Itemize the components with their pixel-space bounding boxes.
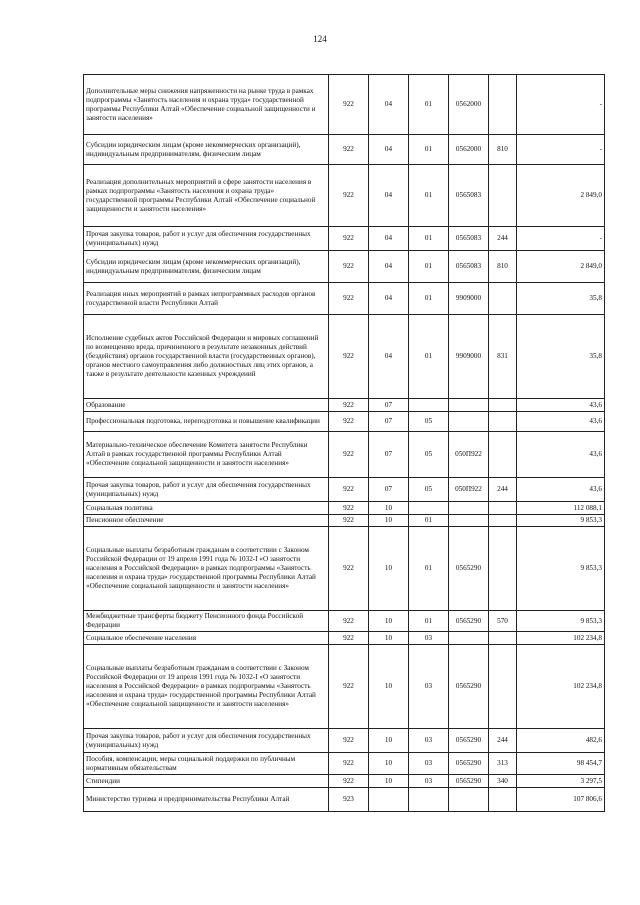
row-amount: 107 806,6 — [517, 788, 605, 812]
row-name: Прочая закупка товаров, работ и услуг для обеспечения государственных (муниципальных) нужд — [84, 478, 329, 502]
row-amount: - — [517, 75, 605, 135]
row-admin-code: 922 — [329, 135, 369, 165]
row-name: Субсидии юридическим лицам (кроме некоммерческих организаций), индивидуальным предпринимателям, физическим лицам — [84, 251, 329, 283]
row-subsection-code: 03 — [409, 632, 449, 645]
row-admin-code: 922 — [329, 283, 369, 315]
row-section-code: 04 — [369, 165, 409, 227]
row-expense-type-code: 340 — [489, 775, 517, 788]
row-target-code: 0565290 — [449, 645, 489, 729]
row-name: Социальные выплаты безработным гражданам в соответствии с Законом Российской Федерации от 19 апреля 1991 года № 1032-I «О занятости населения в Российской Федерации» в рамках подпрограммы «Занятость населения и охрана труда» государственной программы Республики Алтай «Обеспечение социальной защищенности и занятости населения» — [84, 645, 329, 729]
row-amount: 35,8 — [517, 283, 605, 315]
table-row — [84, 432, 605, 478]
table-row — [84, 632, 605, 645]
row-name: Образование — [84, 399, 329, 412]
row-subsection-code: 01 — [409, 527, 449, 611]
row-expense-type-code: 810 — [489, 251, 517, 283]
row-section-code: 04 — [369, 227, 409, 251]
row-name: Реализация дополнительных мероприятий в сфере занятости населения в рамках подпрограммы «Занятость населения и охрана труда» государственной программы Республики Алтай «Обеспечение социальной защищенности и занятости населения» — [84, 165, 329, 227]
row-target-code: 0562000 — [449, 75, 489, 135]
row-name: Пособия, компенсации, меры социальной поддержки по публичным нормативным обязательствам — [84, 753, 329, 775]
row-admin-code: 922 — [329, 432, 369, 478]
row-subsection-code — [409, 502, 449, 515]
row-admin-code: 922 — [329, 611, 369, 632]
row-section-code: 10 — [369, 515, 409, 527]
row-amount: 112 088,1 — [517, 502, 605, 515]
row-section-code: 10 — [369, 753, 409, 775]
row-name: Социальная политика — [84, 502, 329, 515]
table-row — [84, 502, 605, 515]
table-row — [84, 753, 605, 775]
row-subsection-code: 01 — [409, 611, 449, 632]
row-expense-type-code — [489, 412, 517, 432]
row-section-code: 10 — [369, 611, 409, 632]
row-admin-code: 922 — [329, 75, 369, 135]
row-admin-code: 922 — [329, 729, 369, 753]
row-amount: - — [517, 227, 605, 251]
row-admin-code: 922 — [329, 645, 369, 729]
row-name: Субсидии юридическим лицам (кроме некоммерческих организаций), индивидуальным предпринимателям, физическим лицам — [84, 135, 329, 165]
row-expense-type-code: 810 — [489, 135, 517, 165]
table-row — [84, 478, 605, 502]
row-expense-type-code — [489, 283, 517, 315]
row-amount: 43,6 — [517, 478, 605, 502]
row-expense-type-code — [489, 645, 517, 729]
row-expense-type-code — [489, 399, 517, 412]
table-row — [84, 227, 605, 251]
row-expense-type-code — [489, 527, 517, 611]
row-admin-code: 922 — [329, 502, 369, 515]
row-expense-type-code: 313 — [489, 753, 517, 775]
row-expense-type-code — [489, 788, 517, 812]
row-subsection-code: 01 — [409, 75, 449, 135]
table-row — [84, 611, 605, 632]
row-section-code: 04 — [369, 315, 409, 399]
row-expense-type-code: 244 — [489, 729, 517, 753]
row-expense-type-code — [489, 515, 517, 527]
table-row — [84, 729, 605, 753]
table-row — [84, 412, 605, 432]
row-name: Пенсионное обеспечение — [84, 515, 329, 527]
row-amount: 102 234,8 — [517, 632, 605, 645]
row-subsection-code: 01 — [409, 283, 449, 315]
row-amount: 35,8 — [517, 315, 605, 399]
row-subsection-code: 05 — [409, 412, 449, 432]
budget-table-body — [84, 75, 605, 812]
table-row — [84, 315, 605, 399]
row-name: Исполнение судебных актов Российской Федерации и мировых соглашений по возмещению вреда, причиненного в результате незаконных действий (бездействия) органов государственной власти (государственных органов), органов местного самоуправления либо должностных лиц этих органов, а также в результате деятельности казенных учреждений — [84, 315, 329, 399]
table-row — [84, 251, 605, 283]
row-admin-code: 922 — [329, 632, 369, 645]
row-expense-type-code: 570 — [489, 611, 517, 632]
row-admin-code: 922 — [329, 515, 369, 527]
row-amount: 9 853,3 — [517, 527, 605, 611]
row-expense-type-code — [489, 502, 517, 515]
table-row — [84, 775, 605, 788]
row-section-code: 07 — [369, 432, 409, 478]
table-row — [84, 515, 605, 527]
row-name: Дополнительные меры снижения напряженности на рынке труда в рамках подпрограммы «Занятость населения и охрана труда» государственной программы Республики Алтай «Обеспечение социальной защищенности и занятости населения» — [84, 75, 329, 135]
row-name: Межбюджетные трансферты бюджету Пенсионного фонда Российской Федерации — [84, 611, 329, 632]
row-subsection-code: 01 — [409, 165, 449, 227]
row-amount: 98 454,7 — [517, 753, 605, 775]
row-amount: 43,6 — [517, 399, 605, 412]
row-admin-code: 922 — [329, 412, 369, 432]
row-section-code: 10 — [369, 502, 409, 515]
row-target-code: 9909000 — [449, 283, 489, 315]
row-subsection-code: 03 — [409, 753, 449, 775]
row-name: Профессиональная подготовка, переподготовка и повышение квалификации — [84, 412, 329, 432]
row-admin-code: 922 — [329, 478, 369, 502]
row-target-code: 0565290 — [449, 611, 489, 632]
table-row — [84, 283, 605, 315]
row-admin-code: 922 — [329, 227, 369, 251]
row-expense-type-code — [489, 165, 517, 227]
row-section-code: 04 — [369, 135, 409, 165]
table-row — [84, 645, 605, 729]
row-name: Социальное обеспечение населения — [84, 632, 329, 645]
row-target-code: 0562000 — [449, 135, 489, 165]
row-target-code: 0565290 — [449, 527, 489, 611]
table-row — [84, 75, 605, 135]
row-expense-type-code — [489, 632, 517, 645]
row-name: Стипендии — [84, 775, 329, 788]
row-section-code: 10 — [369, 645, 409, 729]
budget-table — [83, 74, 605, 812]
row-subsection-code — [409, 788, 449, 812]
row-target-code — [449, 412, 489, 432]
row-expense-type-code: 831 — [489, 315, 517, 399]
row-target-code: 0565290 — [449, 753, 489, 775]
row-target-code: 9909000 — [449, 315, 489, 399]
row-amount: 43,6 — [517, 432, 605, 478]
row-target-code: 0565083 — [449, 165, 489, 227]
table-row — [84, 135, 605, 165]
row-target-code — [449, 788, 489, 812]
row-subsection-code: 03 — [409, 729, 449, 753]
row-subsection-code: 01 — [409, 251, 449, 283]
row-section-code — [369, 788, 409, 812]
row-expense-type-code — [489, 432, 517, 478]
row-amount: - — [517, 135, 605, 165]
row-subsection-code — [409, 399, 449, 412]
row-target-code: 0565290 — [449, 729, 489, 753]
row-target-code — [449, 399, 489, 412]
row-admin-code: 922 — [329, 399, 369, 412]
row-admin-code: 922 — [329, 315, 369, 399]
row-amount: 2 849,0 — [517, 251, 605, 283]
row-section-code: 04 — [369, 75, 409, 135]
row-section-code: 10 — [369, 775, 409, 788]
row-target-code: 050П922 — [449, 478, 489, 502]
row-name: Прочая закупка товаров, работ и услуг для обеспечения государственных (муниципальных) нужд — [84, 729, 329, 753]
table-row — [84, 399, 605, 412]
row-name: Министерство туризма и предпринимательства Республики Алтай — [84, 788, 329, 812]
row-section-code: 07 — [369, 412, 409, 432]
row-section-code: 04 — [369, 251, 409, 283]
row-admin-code: 922 — [329, 775, 369, 788]
row-subsection-code: 05 — [409, 432, 449, 478]
row-expense-type-code: 244 — [489, 227, 517, 251]
row-section-code: 07 — [369, 399, 409, 412]
row-admin-code: 922 — [329, 527, 369, 611]
table-row — [84, 788, 605, 812]
row-amount: 2 849,0 — [517, 165, 605, 227]
row-target-code: 0565083 — [449, 251, 489, 283]
row-admin-code: 922 — [329, 251, 369, 283]
row-subsection-code: 03 — [409, 775, 449, 788]
row-subsection-code: 05 — [409, 478, 449, 502]
table-row — [84, 165, 605, 227]
row-admin-code: 923 — [329, 788, 369, 812]
row-subsection-code: 01 — [409, 227, 449, 251]
row-admin-code: 922 — [329, 165, 369, 227]
row-subsection-code: 01 — [409, 515, 449, 527]
row-target-code: 0565083 — [449, 227, 489, 251]
row-subsection-code: 03 — [409, 645, 449, 729]
row-target-code — [449, 632, 489, 645]
row-admin-code: 922 — [329, 753, 369, 775]
row-name: Прочая закупка товаров, работ и услуг для обеспечения государственных (муниципальных) нужд — [84, 227, 329, 251]
row-amount: 482,6 — [517, 729, 605, 753]
row-section-code: 10 — [369, 632, 409, 645]
row-amount: 9 853,3 — [517, 515, 605, 527]
row-target-code: 050П922 — [449, 432, 489, 478]
row-target-code — [449, 515, 489, 527]
page-number: 124 — [313, 34, 327, 44]
row-name: Социальные выплаты безработным гражданам в соответствии с Законом Российской Федерации от 19 апреля 1991 года № 1032-I «О занятости населения в Российской Федерации» в рамках подпрограммы «Занятость населения и охрана труда» государственной программы Республики Алтай «Обеспечение социальной защищенности и занятости населения» — [84, 527, 329, 611]
row-amount: 9 853,3 — [517, 611, 605, 632]
row-subsection-code: 01 — [409, 315, 449, 399]
row-amount: 3 297,5 — [517, 775, 605, 788]
row-target-code: 0565290 — [449, 775, 489, 788]
row-name: Материально-техническое обеспечение Комитета занятости Республики Алтай в рамках государственной программы Республики Алтай «Обеспечение социальной защищенности и занятости населения» — [84, 432, 329, 478]
row-section-code: 10 — [369, 527, 409, 611]
row-subsection-code: 01 — [409, 135, 449, 165]
row-section-code: 04 — [369, 283, 409, 315]
row-expense-type-code: 244 — [489, 478, 517, 502]
row-amount: 102 234,8 — [517, 645, 605, 729]
row-section-code: 10 — [369, 729, 409, 753]
row-expense-type-code — [489, 75, 517, 135]
row-section-code: 07 — [369, 478, 409, 502]
row-name: Реализация иных мероприятий в рамках непрограммных расходов органов государственной власти Республики Алтай — [84, 283, 329, 315]
row-amount: 43,6 — [517, 412, 605, 432]
row-target-code — [449, 502, 489, 515]
table-row — [84, 527, 605, 611]
